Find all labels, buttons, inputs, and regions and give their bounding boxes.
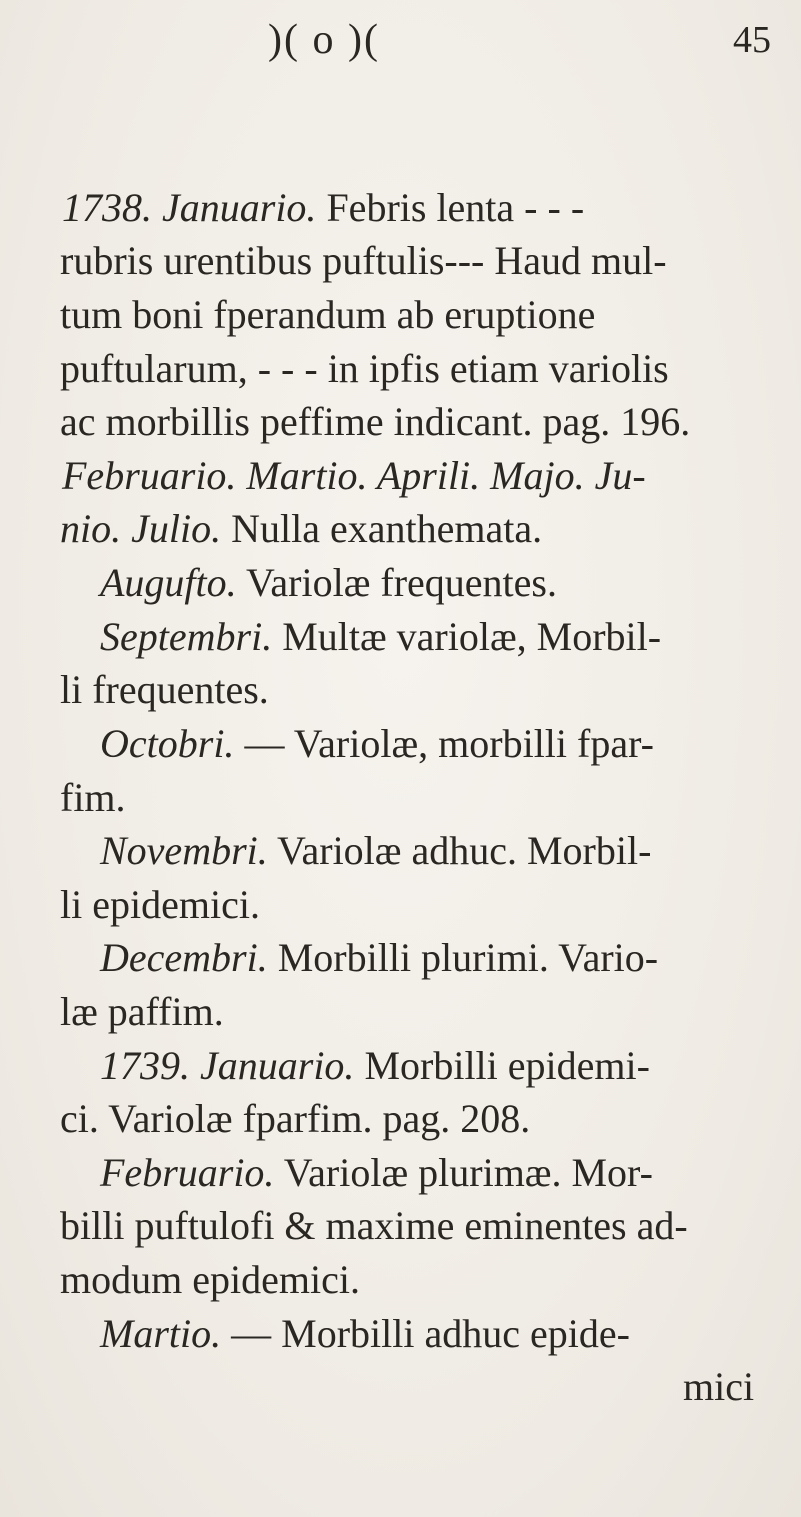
line-text: Multæ variolæ, Morbil-	[272, 614, 662, 659]
line-text: — Morbilli adhuc epide-	[221, 1311, 630, 1356]
page-number: 45	[733, 19, 771, 61]
line-text: rubris urentibus puftulis--- Haud mul-	[60, 238, 667, 283]
line-text: billi puftulofi & maxime eminentes ad-	[60, 1203, 688, 1248]
line-text: Morbilli epidemi-	[354, 1043, 650, 1088]
text-line	[100, 1309, 630, 1359]
line-text: puftularum, - - - in ipfis etiam variolis	[60, 346, 669, 391]
month-label: Octobri.	[100, 721, 235, 766]
year-label: 1738.	[62, 185, 152, 230]
header-ornament: )( o )(	[268, 17, 380, 63]
line-text: Morbilli plurimi. Vario-	[267, 935, 659, 980]
text-line	[60, 987, 224, 1037]
text-line	[62, 183, 584, 233]
line-text	[190, 1043, 200, 1088]
month-label: Augufto.	[100, 560, 237, 605]
month-label: Februario.	[100, 1150, 275, 1195]
month-label: Septembri.	[100, 614, 273, 659]
line-text: fim.	[60, 775, 126, 820]
line-text: Febris lenta - - -	[316, 185, 585, 230]
text-line	[683, 1362, 754, 1412]
text-line	[60, 1094, 530, 1144]
text-line	[62, 451, 646, 501]
text-line	[60, 773, 126, 823]
line-text: mici	[683, 1364, 755, 1409]
line-text: tum boni fperandum ab eruptione	[60, 292, 596, 337]
month-label: Martio.	[100, 1311, 222, 1356]
month-label: Januario.	[200, 1043, 355, 1088]
text-line	[100, 826, 651, 876]
text-line	[60, 1201, 688, 1251]
text-line	[100, 1148, 653, 1198]
line-text: ac morbillis peffime indicant. pag. 196.	[60, 399, 691, 444]
line-text: li frequentes.	[60, 667, 269, 712]
text-line	[60, 1255, 360, 1305]
text-line	[100, 1041, 650, 1091]
text-line	[60, 236, 667, 286]
line-text: Variolæ plurimæ. Mor-	[274, 1150, 653, 1195]
text-line	[60, 665, 269, 715]
text-line	[60, 880, 260, 930]
line-text: li epidemici.	[60, 882, 260, 927]
line-text: Nulla exanthemata.	[221, 506, 543, 551]
text-line	[100, 933, 658, 983]
line-text: — Variolæ, morbilli fpar-	[234, 721, 654, 766]
month-label: Decembri.	[100, 935, 268, 980]
line-text: modum epidemici.	[60, 1257, 360, 1302]
month-label: Februario. Martio. Aprili. Majo. Ju-	[62, 453, 646, 498]
line-text	[152, 185, 162, 230]
line-text: Variolæ adhuc. Morbil-	[267, 828, 652, 873]
month-label: nio. Julio.	[60, 506, 222, 551]
text-line	[100, 719, 654, 769]
line-text: ci. Variolæ fparfim. pag. 208.	[60, 1096, 531, 1141]
text-line	[60, 397, 690, 447]
line-text: Variolæ frequentes.	[236, 560, 557, 605]
page-header	[0, 8, 801, 68]
month-label: Novembri.	[100, 828, 268, 873]
text-line	[100, 612, 661, 662]
year-label: 1739.	[100, 1043, 190, 1088]
month-label: Januario.	[162, 185, 317, 230]
text-line	[60, 290, 595, 340]
text-line	[60, 344, 669, 394]
text-line	[60, 504, 542, 554]
line-text: læ paffim.	[60, 989, 224, 1034]
text-line	[100, 558, 557, 608]
